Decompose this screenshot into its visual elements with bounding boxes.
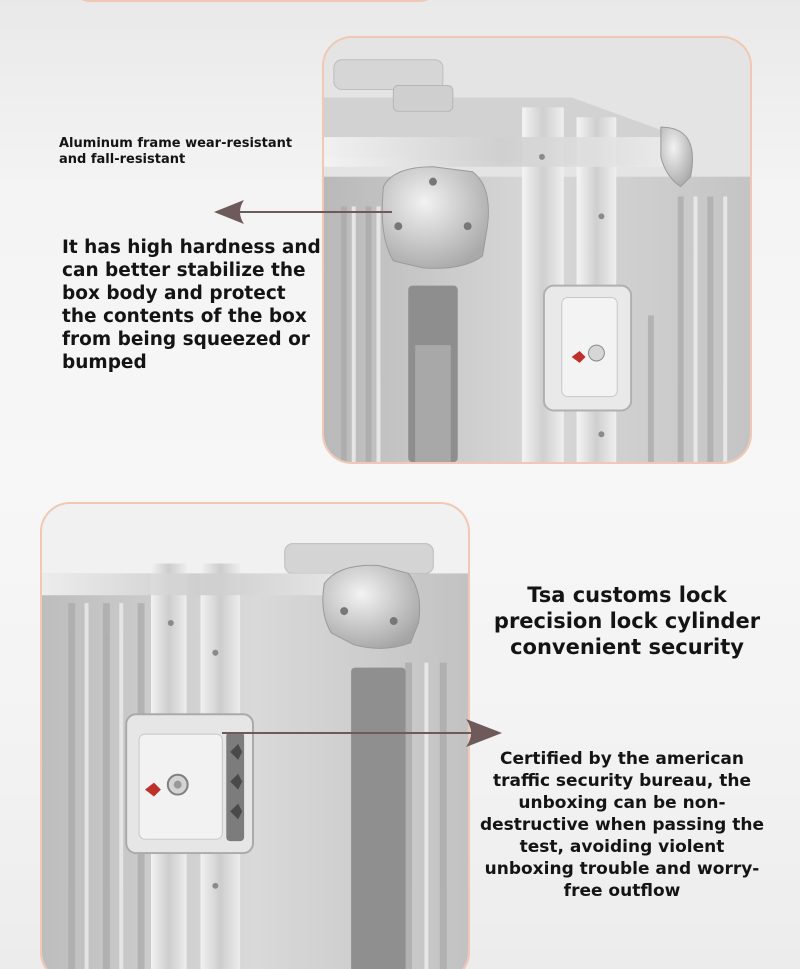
frame-heading: Aluminum frame wear-resistant and fall-resistant <box>59 136 293 167</box>
arrow-pointing-left-icon <box>214 198 392 226</box>
lock-description: Certified by the american traffic security bureau, the unboxing can be non-destructive when passing the test, avoiding violent unboxing trouble and worry-free outflow <box>479 749 764 901</box>
arrow-pointing-right-icon <box>222 716 502 750</box>
suitcase-frame-corner-image <box>324 38 750 462</box>
top-card-edge <box>75 0 435 2</box>
frame-corner-photo <box>322 36 752 464</box>
lock-heading: Tsa customs lock precision lock cylinder convenient security <box>493 583 761 659</box>
frame-description: It has high hardness and can better stabilize the box body and protect the contents of the box from being squeezed or bumped <box>62 237 321 373</box>
